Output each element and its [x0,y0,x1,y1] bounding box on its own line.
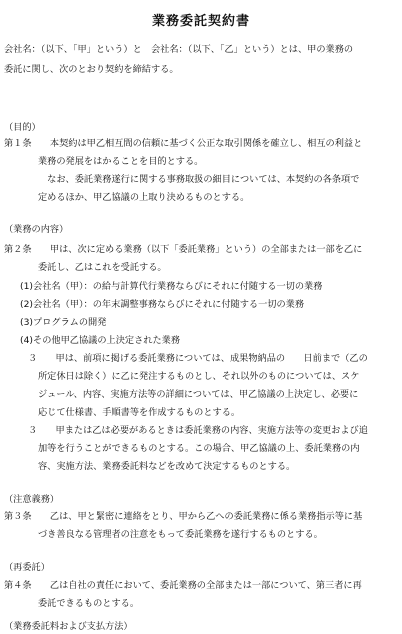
document-title: 業務委託契約書 [151,14,250,29]
article4-line-2: 委託できるものとする。 [38,598,140,609]
article5-heading: （業務委託料および支払方法） [4,621,133,632]
article1-heading: （目的） [4,122,41,133]
intro-line-1: 会社名：（以下、「甲」という）と 会社名：（以下、「乙」という）とは、甲の業務の [4,44,354,55]
article2-para3-line-2: 所定休日は除く）に乙に発注するものとし、それ以外のものについては、スケ [38,371,360,382]
article2-para3-line-3: ジュール、内容、実施方法等の詳細については、甲乙協議の上決定し、必要に [38,389,359,400]
article2-item-3: (3)プログラムの開発 [20,317,107,328]
intro-line-2: 委託に関し、次のとおり契約を締結する。 [4,64,179,75]
article4-heading: （再委託） [4,562,50,573]
article2-item-4: (4)その他甲乙協議の上決定された業務 [20,335,181,346]
article2-para4-line-3: 容、実施方法、業務委託料などを改めて決定するものとする。 [38,461,296,472]
article1-line-1: 第１条 本契約は甲乙相互間の信頼に基づく公正な取引関係を確立し、相互の利益と [4,138,363,149]
article2-para4-line-2: 加等を行うことができるものとする。この場合、甲乙協議の上、委託業務の内 [38,443,360,454]
article2-line-2: 委託し、乙はこれを受託する。 [38,262,167,273]
article4-line-1: 第４条 乙は自社の責任において、委託業務の全部または一部について、第三者に再 [4,580,362,591]
article1-line-3: なお、委託業務遂行に関する事務取扱の細目については、本契約の各条項で [38,174,360,185]
article3-heading: （注意義務） [4,494,60,505]
article2-heading: （業務の内容） [4,224,69,235]
article2-item-2: (2)会社名（甲）：の年末調整事務ならびにそれに付随する一切の業務 [20,299,305,310]
article3-line-1: 第３条 乙は、甲と緊密に連絡をとり、甲から乙への委託業務に係る業務指示等に基 [4,511,363,522]
article2-para3-line-4: 応じて仕様書、手順書等を作成するものとする。 [38,407,241,418]
article1-line-2: 業務の発展をはかることを目的とする。 [38,156,204,167]
article1-line-4: 定めるほか、甲乙協議の上取り決めるものとする。 [38,192,250,203]
article2-item-1: (1)会社名（甲）：の給与計算代行業務ならびにそれに付随する一切の業務 [20,281,323,292]
article2-para3-line-1: ３ 甲は、前項に掲げる委託業務については、成果物納品の 日前まで（乙の [28,353,368,364]
article2-para4-line-1: ３ 甲または乙は必要があるときは委託業務の内容、実施方法等の変更および追 [28,425,368,436]
article3-line-2: づき善良なる管理者の注意をもって委託業務を遂行するものとする。 [38,529,323,540]
article2-line-1: 第２条 甲は、次に定める業務（以下「委託業務」という）の全部または一部を乙に [4,244,363,255]
